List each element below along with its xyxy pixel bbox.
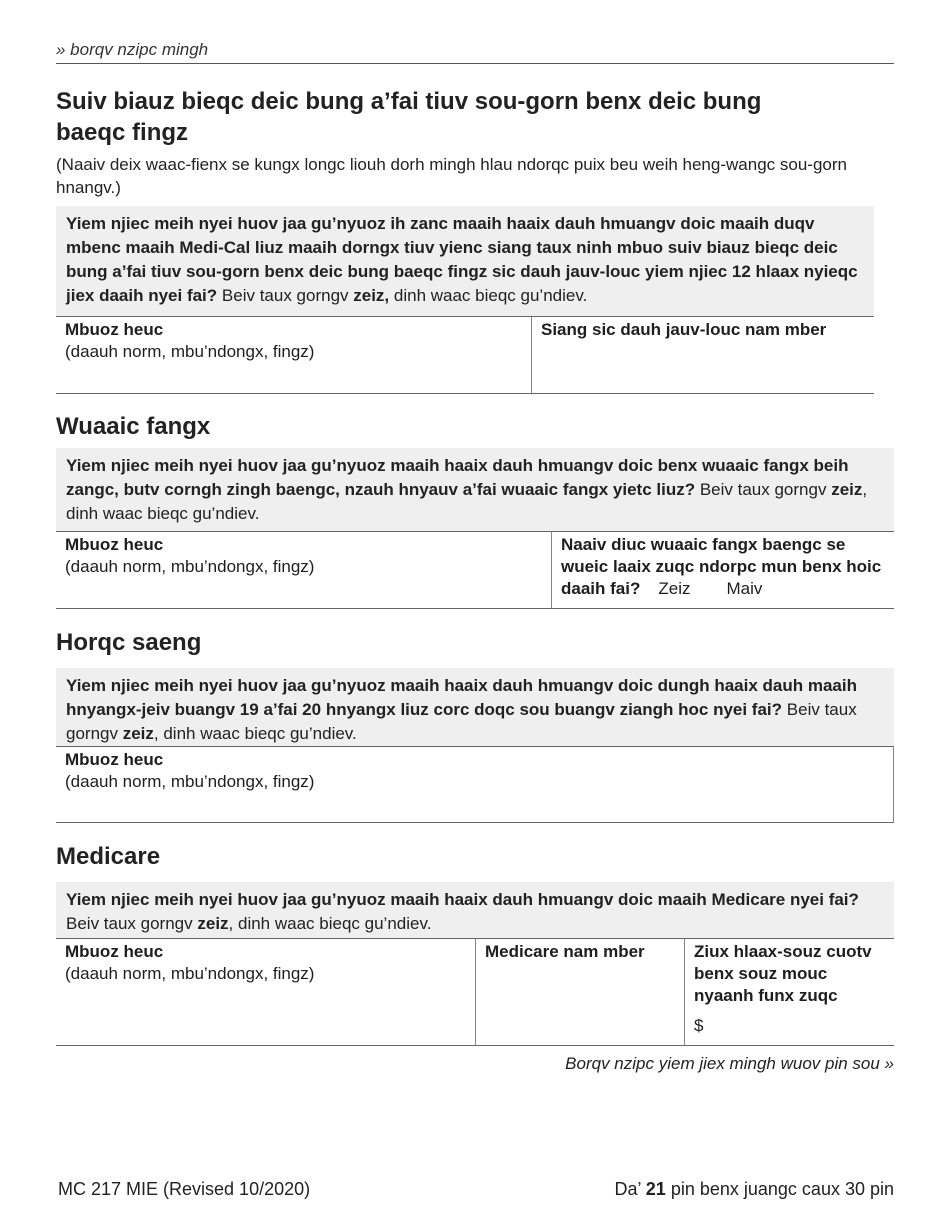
- question-tail: Beiv taux gorngv: [695, 480, 832, 499]
- header-rule: [56, 63, 894, 64]
- question-yes: zeiz,: [353, 286, 390, 305]
- question-tail: , dinh waac bieqc gu’ndiev.: [153, 724, 357, 743]
- field-label: Mbuoz heuc: [65, 535, 164, 554]
- question-text: Yiem njiec meih nyei huov jaa gu’nyuoz maaih haaix dauh hmuangv doic dungh haaix dauh maaih hnyangx-jeiv buangv 19 a’fai 20 hnyangx liuz corc doqc sou buangv ziangh hoc nyei fai?: [66, 676, 857, 719]
- question-tail: Beiv taux gorngv: [217, 286, 354, 305]
- continue-next-page: Borqv nzipc yiem jiex mingh wuov pin sou »: [565, 1054, 894, 1073]
- field-label: Mbuoz heuc: [65, 320, 164, 339]
- option-no[interactable]: Maiv: [726, 579, 763, 598]
- field-label: Mbuoz heuc: [65, 750, 164, 769]
- table-medicare: [56, 938, 894, 1046]
- section-note-disability: (Naaiv deix waac-fienx se kungx longc liouh dorh mingh hlau ndorqc puix beu weih heng-wangc sou-gorn hnangv.): [56, 155, 847, 197]
- case-number-field[interactable]: [531, 317, 874, 393]
- page-number: 21: [645, 1179, 666, 1199]
- page-indicator: [614, 1179, 894, 1200]
- question-text: Yiem njiec meih nyei huov jaa gu’nyuoz ih zanc maaih haaix dauh hmuangv doic maaih duqv mbenc maaih Medi-Cal liuz maaih dorngx tiuv yienc siang taux ninh mbuo suiv biauz bieqc deic bung a’fai tiuv sou-gorn benx deic bung baeqc fingz sic dauh jauv-louc yiem njiec 12 hlaax nyieqc jiex daaih nyei fai?: [66, 214, 858, 305]
- section-title-disability: Suiv biauz bieqc deic bung a’fai tiuv sou-gorn benx deic bung baeqc fingz: [56, 88, 762, 146]
- work-cause-field: [551, 532, 894, 608]
- question-yes: zeiz: [831, 480, 863, 499]
- field-hint: (daauh norm, mbu’ndongx, fingz): [65, 557, 315, 576]
- question-text: Yiem njiec meih nyei huov jaa gu’nyuoz maaih haaix dauh hmuangv doic maaih Medicare nyei fai?: [66, 890, 859, 909]
- question-tail: Beiv taux gorngv: [66, 700, 857, 743]
- question-yes: zeiz: [197, 914, 229, 933]
- name-field[interactable]: [56, 532, 551, 608]
- question-tail: , dinh waac bieqc gu’ndiev.: [66, 480, 868, 523]
- question-text: Yiem njiec meih nyei huov jaa gu’nyuoz maaih haaix dauh hmuangv doic benx wuaaic fangx beih zangc, butv corngh zingh baengc, nzauh hnyauv a’fai wuaaic fangx yietc liuz?: [66, 456, 849, 499]
- field-label: Mbuoz heuc: [65, 942, 164, 961]
- field-hint: (daauh norm, mbu’ndongx, fingz): [65, 964, 315, 983]
- form-id: MC 217 MIE (Revised 10/2020): [58, 1179, 311, 1199]
- name-field[interactable]: [56, 317, 531, 393]
- field-label: Naaiv diuc wuaaic fangx baengc se wueic laaix zuqc ndorpc mun benx hoic daaih fai?: [561, 535, 882, 598]
- section-title-pregnancy: Horqc saeng: [56, 629, 202, 656]
- field-label: Siang sic dauh jauv-louc nam mber: [541, 320, 827, 339]
- page-prefix: Da’: [614, 1179, 646, 1199]
- premium-amount-field[interactable]: [684, 939, 894, 1045]
- currency-symbol: $: [694, 1016, 704, 1035]
- question-work: [56, 448, 894, 531]
- field-hint: (daauh norm, mbu’ndongx, fingz): [65, 342, 315, 361]
- continued-header: » borqv nzipc mingh: [56, 40, 209, 59]
- section-title-work: Wuaaic fangx: [56, 413, 211, 440]
- section-title-medicare: Medicare: [56, 843, 161, 870]
- question-disability: [56, 206, 874, 316]
- table-disability: [56, 316, 874, 394]
- medicare-number-field[interactable]: [475, 939, 684, 1045]
- name-field[interactable]: [56, 939, 475, 1045]
- field-label: Ziux hlaax-souz cuotv benx souz mouc nyaanh funx zuqc: [694, 942, 872, 1005]
- question-yes: zeiz: [122, 724, 154, 743]
- name-field[interactable]: [56, 747, 893, 822]
- question-tail: dinh waac bieqc gu’ndiev.: [389, 286, 588, 305]
- table-pregnancy: [56, 746, 894, 823]
- question-pregnancy: [56, 668, 894, 746]
- field-label: Medicare nam mber: [485, 942, 645, 961]
- page-suffix: pin benx juangc caux 30 pin: [665, 1179, 894, 1199]
- question-medicare: [56, 882, 894, 938]
- question-tail: Beiv taux gorngv: [66, 914, 198, 933]
- field-hint: (daauh norm, mbu’ndongx, fingz): [65, 772, 315, 791]
- table-work: [56, 531, 894, 609]
- question-tail: , dinh waac bieqc gu’ndiev.: [228, 914, 432, 933]
- option-yes[interactable]: Zeiz: [658, 579, 691, 598]
